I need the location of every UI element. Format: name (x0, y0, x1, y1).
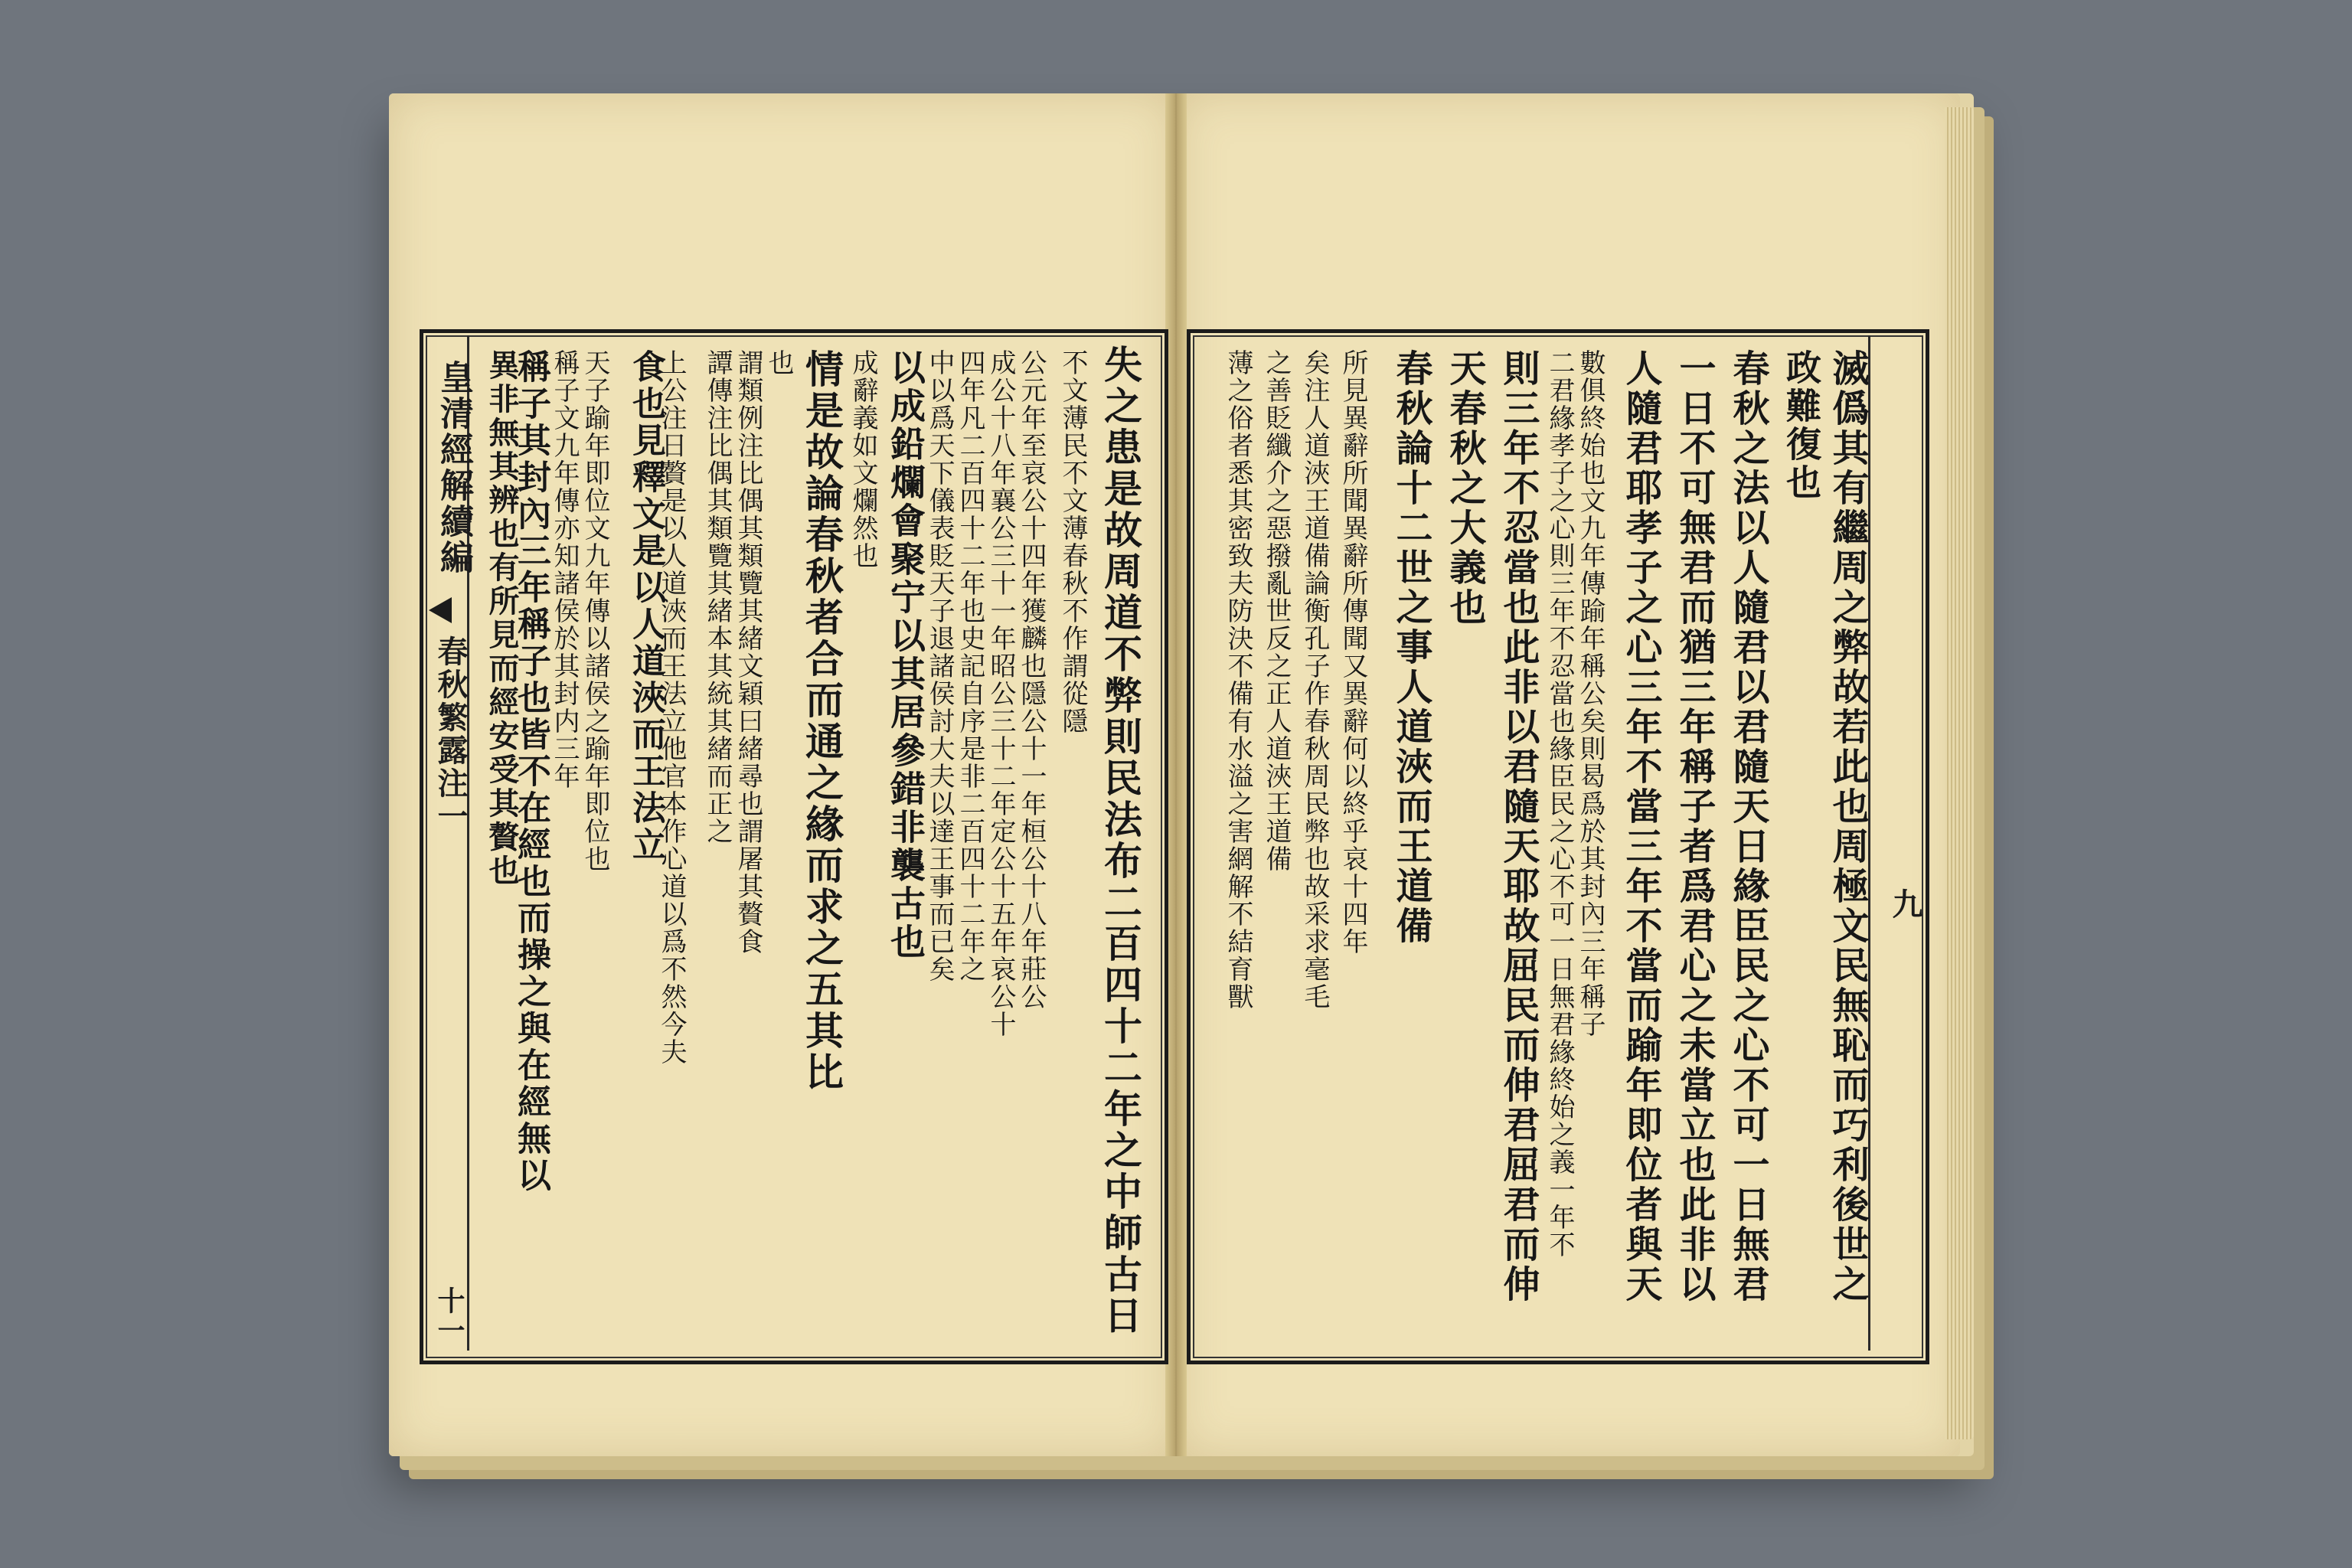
right-page-number: 九 (1887, 888, 1923, 921)
left-column-17: 稱子其封內三年稱子也皆不在經也而操之與在經無以 (511, 349, 550, 1194)
right-column-12: 矣注人道浹王道備論衡孔子作春秋周民弊也故采求毫毛 (1299, 349, 1330, 1011)
right-column-6: 數俱終始也文九年傳踰年稱公矣則曷爲於其封內三年稱子 (1575, 349, 1606, 1038)
left-column-12: 譚傳注比偶其類覽其緒本其統其緒而正之 (702, 349, 733, 845)
right-column-11: 所見異辭所聞異辭所傳聞又異辭何以終乎哀十四年 (1338, 349, 1368, 956)
right-column-5: 人隨君耶孝子之心三年不當三年不當而踰年即位者與天 (1619, 349, 1662, 1305)
left-column-8: 成辭義如文爛然也 (848, 349, 878, 570)
left-column-13: 上公注日贅是以人道浹而王法立他官本作心道以爲不然今夫 (656, 349, 687, 1066)
right-column-1: 滅僞其有繼周之弊故若此也周極文民無恥而巧利後世之 (1826, 349, 1869, 1305)
right-column-7: 二君緣孝子之心則三年不忍當也緣臣民之心不可一日無君緣終始之義一年不 (1544, 349, 1575, 1259)
left-column-4: 成公十八年襄公三十一年昭公三十二年定公十五年哀公十 (985, 349, 1016, 1038)
left-column-10: 也 (763, 349, 794, 377)
left-column-15: 天子踰年即位文九年傳以諸侯之踰年即位也 (580, 349, 610, 873)
right-column-3: 春秋之法以人隨君以君隨天日緣臣民之心不可一日無君 (1726, 349, 1769, 1305)
left-center-title: 皇清經解續編 (434, 360, 473, 576)
right-column-10: 春秋論十二世之事人道浹而王道備 (1390, 349, 1432, 946)
left-page-number: 十一 (433, 1286, 466, 1346)
left-column-7: 以成鉛爛會聚宁以其居參錯非襲古也 (885, 349, 926, 962)
book-gutter (1165, 93, 1187, 1456)
right-column-13: 之善貶纖介之惡撥亂世反之正人道浹王道備 (1261, 349, 1292, 873)
left-column-18: 異非無其辨也有所見而經安受其贅也 (484, 349, 520, 888)
right-column-14: 薄之俗者悉其密致夫防決不備有水溢之害網解不結育獸 (1223, 349, 1253, 1011)
right-column-4: 一日不可無君而猶三年稱子者爲君心之未當立也此非以 (1673, 349, 1716, 1305)
page-edges (1945, 107, 1974, 1439)
left-column-16: 稱子文九年傳亦知諸侯於其封内三年 (549, 349, 580, 790)
right-column-9: 天春秋之大義也 (1443, 349, 1486, 628)
left-column-2: 不文薄民不文薄春秋不作謂從隱 (1057, 349, 1088, 735)
left-column-3: 公元年至哀公十四年獲麟也隱公十一年桓公十八年莊公 (1016, 349, 1047, 1011)
left-column-11: 謂類例注比偶其類覽其緒文穎曰緒尋也謂屠其贅食 (733, 349, 763, 956)
left-center-subtitle: 春秋繁露注一 (433, 635, 469, 833)
left-column-6: 中以爲天下儀表貶天子退諸侯討大夫以達王事而已矣 (924, 349, 955, 983)
right-column-2: 政難復也 (1781, 349, 1822, 502)
left-column-14: 食也見釋文是以人道浹而王法立 (626, 349, 665, 864)
left-column-1: 失之患是故周道不弊則民法布二百四十二年之中師古日 (1098, 345, 1143, 1337)
left-column-9: 情是故論春秋者合而通之緣而求之五其比 (799, 349, 844, 1093)
right-column-8: 則三年不忍當也此非以君隨天耶故屈民而伸君屈君而伸 (1497, 349, 1540, 1305)
left-column-5: 四年凡二百四十二年也史記自序是非二百四十二年之 (955, 349, 985, 983)
